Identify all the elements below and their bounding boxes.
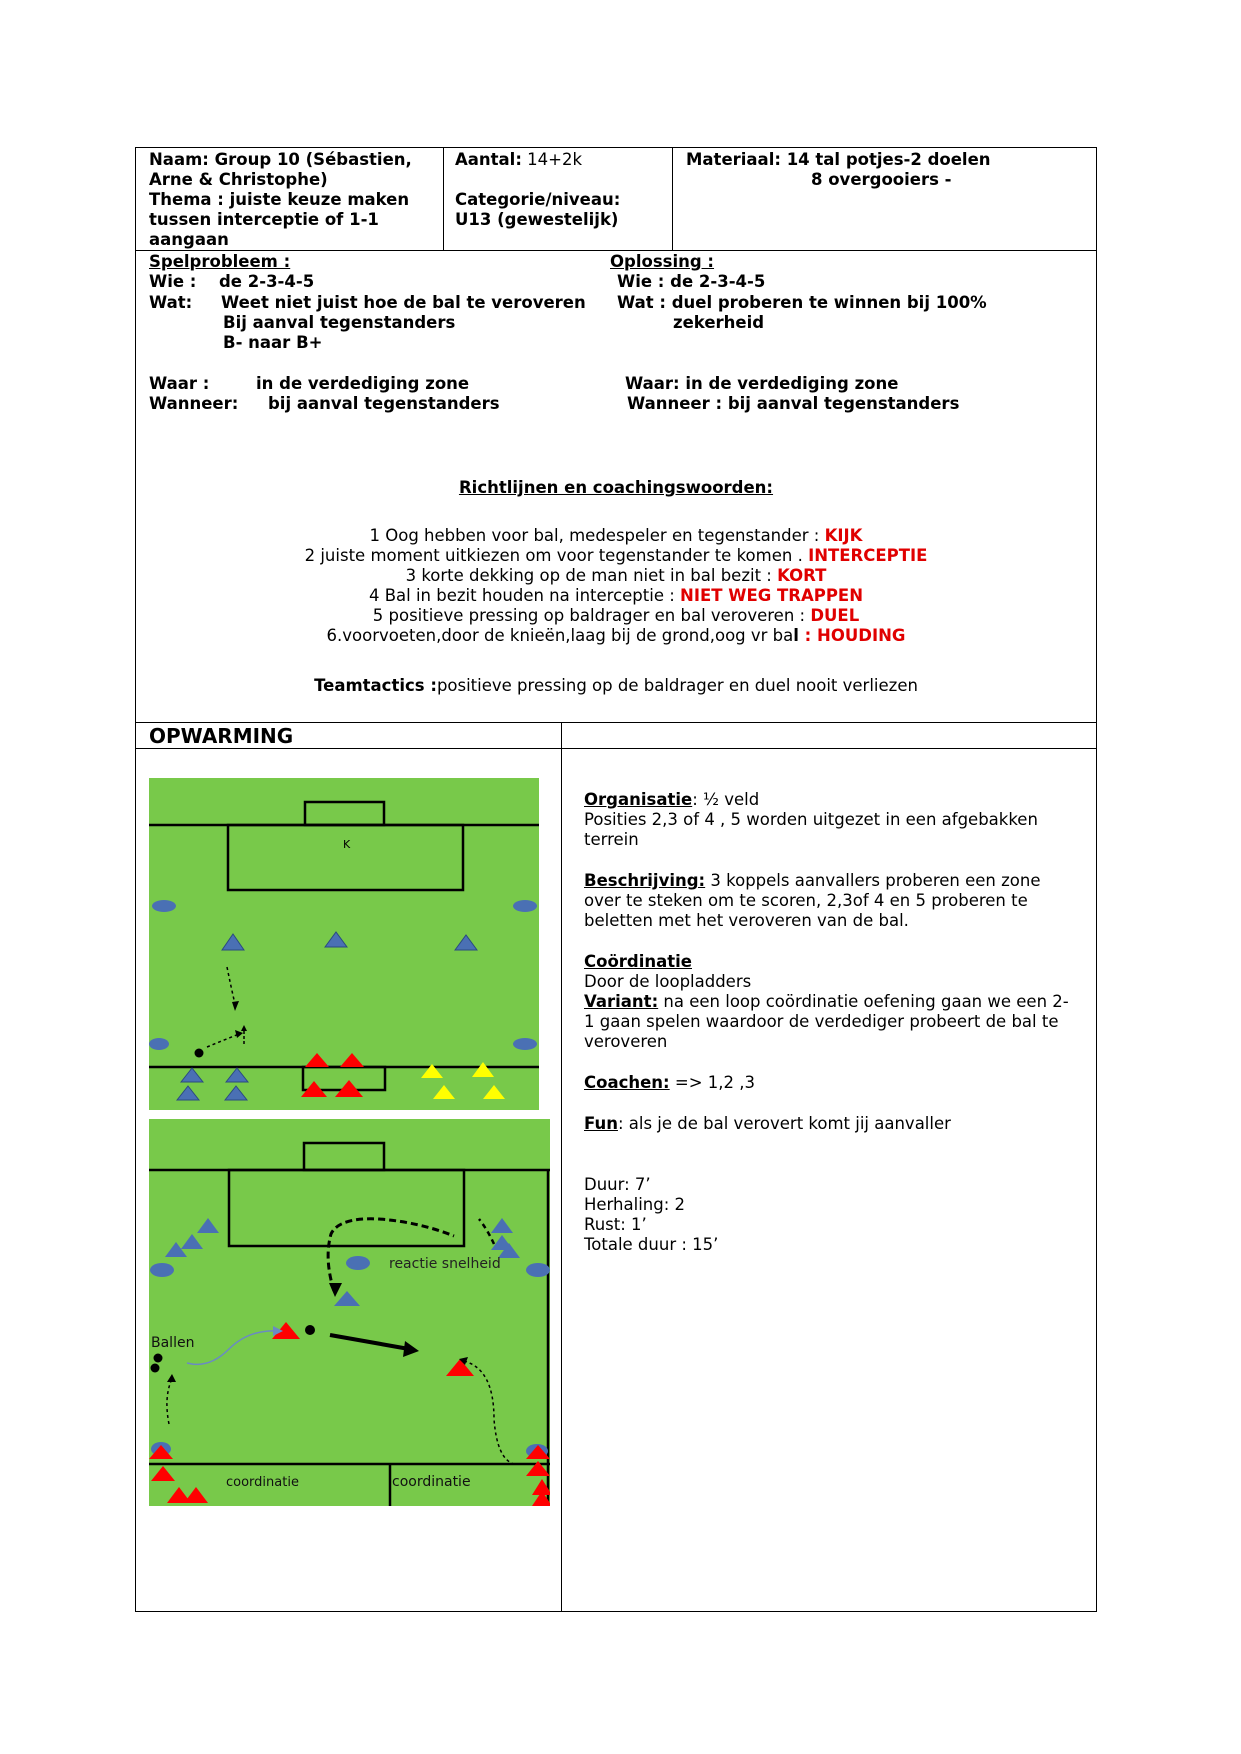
richtlijn-item-2: 2 juiste moment uitkiezen om voor tegenstander te komen . INTERCEPTIE (304, 546, 928, 565)
oplossing-wat-line1: Wat : duel proberen te winnen bij 100% (617, 293, 987, 312)
teamtactics-label: Teamtactics : (314, 676, 437, 695)
materiaal-line2: 8 overgooiers - (811, 170, 952, 189)
opwarming-title: OPWARMING (149, 724, 294, 748)
beschrijving-line3: beletten met het veroveren van de bal. (584, 911, 909, 930)
aantal-label: Aantal: (455, 150, 522, 169)
beschrijving-label: Beschrijving: (584, 871, 706, 890)
coachen-label: Coachen: (584, 1073, 670, 1092)
oplossing-wie: Wie : de 2-3-4-5 (617, 272, 766, 291)
organisatie-label: Organisatie (584, 790, 693, 809)
richtlijn-item-5: 5 positieve pressing op baldrager en bal veroveren : DUEL (372, 606, 860, 625)
materiaal-line1: Materiaal: 14 tal potjes-2 doelen (686, 150, 991, 169)
coachen-value: => 1,2 ,3 (669, 1073, 756, 1092)
variant-line3: veroveren (584, 1032, 668, 1051)
wat-line2: Bij aanval tegenstanders (223, 313, 456, 332)
wanneer-label: Wanneer: (149, 394, 239, 413)
naam-value: Group 10 (Sébastien, (208, 150, 412, 169)
teamtactics-value: positieve pressing op de baldrager en duel nooit verliezen (436, 676, 918, 695)
aantal-value: 14+2k (521, 150, 583, 169)
totale-duur: Totale duur : 15’ (584, 1235, 719, 1254)
diagram-2 (149, 1119, 550, 1506)
coordinatie-value: Door de loopladders (584, 972, 752, 991)
diagram-1 (149, 772, 539, 1110)
fun-value: : als je de bal verovert komt jij aanvaller (617, 1114, 951, 1133)
oplossing-waar: Waar: in de verdediging zone (625, 374, 899, 393)
thema-value: juiste keuze maken (223, 190, 410, 209)
organisatie-line3: terrein (584, 830, 639, 849)
variant-label: Variant: (584, 992, 659, 1011)
naam-label: Naam: (149, 150, 209, 169)
fun-label: Fun (584, 1114, 618, 1133)
thema-label: Thema : (149, 190, 224, 209)
wat-label: Wat: (149, 293, 193, 312)
oplossing-wanneer: Wanneer : bij aanval tegenstanders (627, 394, 960, 413)
richtlijn-item-1: 1 Oog hebben voor bal, medespeler en tegenstander : KIJK (369, 526, 863, 545)
teamtactics-line (135, 676, 1097, 696)
richtlijnen-title: Richtlijnen en coachingswoorden: (458, 478, 774, 497)
thema-value-line3: aangaan (149, 230, 229, 249)
wat-line3: B- naar B+ (223, 333, 323, 352)
categorie-value: U13 (gewestelijk) (455, 210, 619, 229)
herhaling: Herhaling: 2 (584, 1195, 686, 1214)
coordinatie-label: Coördinatie (584, 952, 692, 971)
reactie-snelheid-label: reactie snelheid (389, 1256, 501, 1272)
organisatie-line2: Posities 2,3 of 4 , 5 worden uitgezet in een afgebakken (584, 810, 1038, 829)
waar-label: Waar : (149, 374, 210, 393)
wie-label: Wie : (149, 272, 197, 291)
goal-label: K (343, 838, 351, 851)
duur: Duur: 7’ (584, 1175, 651, 1194)
thema-value-line2: tussen interceptie of 1-1 (149, 210, 379, 229)
richtlijn-item-6: 6.voorvoeten,door de knieën,laag bij de grond,oog vr bal : HOUDING (326, 626, 906, 645)
coordinatie-label-2: coordinatie (392, 1474, 471, 1490)
coordinatie-label-1: coordinatie (226, 1475, 299, 1490)
richtlijn-item-3: 3 korte dekking op de man niet in bal bezit : KORT (405, 566, 827, 585)
naam-value-line2: Arne & Christophe) (149, 170, 328, 189)
variant-line2: 1 gaan spelen waardoor de verdediger probeert de bal te (584, 1012, 1059, 1031)
oplossing-wat-line2: zekerheid (673, 313, 765, 332)
beschrijving-line1: 3 koppels aanvallers proberen een zone (705, 871, 1041, 890)
wanneer-value: bij aanval tegenstanders (268, 394, 500, 413)
oplossing-title: Oplossing : (610, 252, 715, 271)
ballen-label: Ballen (151, 1335, 195, 1351)
rust: Rust: 1’ (584, 1215, 647, 1234)
categorie-label: Categorie/niveau: (455, 190, 621, 209)
spelprobleem-title: Spelprobleem : (149, 252, 291, 271)
waar-value: in de verdediging zone (256, 374, 470, 393)
richtlijn-item-4: 4 Bal in bezit houden na interceptie : NIET WEG TRAPPEN (368, 586, 864, 605)
wie-value: de 2-3-4-5 (219, 272, 315, 291)
organisatie-value: : ½ veld (692, 790, 760, 809)
variant-line1: na een loop coördinatie oefening gaan we een 2- (658, 992, 1069, 1011)
beschrijving-line2: over te steken om te scoren, 2,3of 4 en 5 proberen te (584, 891, 1028, 910)
wat-line1: Weet niet juist hoe de bal te veroveren (221, 293, 586, 312)
